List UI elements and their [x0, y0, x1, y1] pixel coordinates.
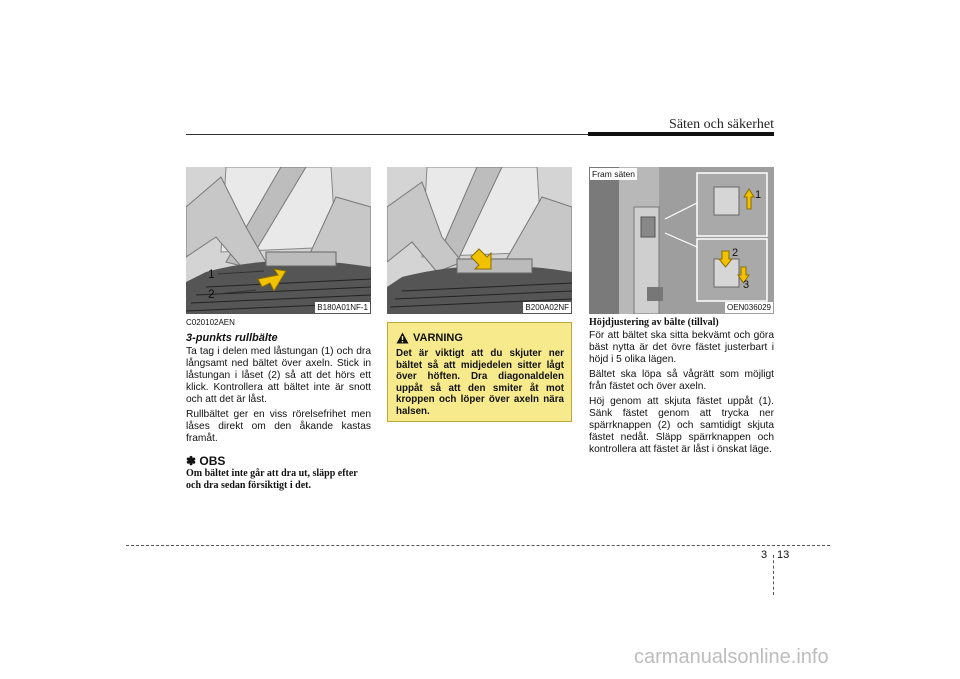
- warning-text: Det är viktigt att du skjuter ner bältet så att midjedelen sitter lågt över höften. Dra diagonaldelen uppåt så att den smiter åt mot kroppen och löper över axeln nära halsen.: [396, 348, 564, 417]
- obs-note: Om bältet inte går att dra ut, släpp efter och dra sedan försiktigt i det.: [186, 468, 358, 491]
- footer-rule: [126, 545, 830, 546]
- image-label-1: 1: [208, 267, 215, 281]
- paragraph: För att bältet ska sitta bekvämt och göra bäst nytta är det övre fästet justerbart i höjd i 5 olika lägen.: [589, 330, 774, 365]
- image-label-2: 2: [208, 287, 215, 301]
- warning-title: VARNING: [413, 332, 463, 344]
- warning-header: [396, 332, 463, 344]
- paragraph: Rullbältet ger en viss rörelsefrihet men låses direkt om den åkande kastas framåt.: [186, 409, 371, 444]
- image-code: OEN036029: [726, 303, 771, 312]
- image-label-2: 2: [732, 247, 739, 259]
- image-label-3: 3: [743, 279, 750, 291]
- section-code: C020102AEN: [186, 318, 235, 327]
- seatbelt-fasten-photo: [186, 167, 371, 314]
- obs-heading: ✽ OBS: [186, 454, 226, 468]
- right-column: [589, 317, 774, 459]
- page-number: 13: [777, 549, 790, 561]
- image-code: B200A02NF: [525, 303, 569, 312]
- header-rule-accent: [588, 132, 774, 136]
- section-heading: 3-punkts rullbälte: [186, 332, 278, 344]
- watermark: carmanualsonline.info: [634, 646, 829, 668]
- left-column: [186, 317, 371, 492]
- seatbelt-adjust-photo: [387, 167, 572, 314]
- belt-height-photo: [589, 167, 774, 314]
- image-label-1: 1: [755, 189, 762, 201]
- footer-vertical-rule: [773, 555, 774, 595]
- paragraph: Bältet ska löpa så vågrätt som möjligt från fästet och över axeln.: [589, 369, 774, 392]
- paragraph: Höj genom att skjuta fästet uppåt (1). Sänk fästet genom att trycka ner spärrknappen (2) och samtidigt skjuta fästet nedåt. Släpp spärrknappen och kontrollera att fästet är låst i önskat läge.: [589, 396, 774, 455]
- warning-triangle-icon: [396, 332, 409, 344]
- image-caption: Fram säten: [592, 169, 635, 179]
- chapter-number: 3: [761, 549, 768, 561]
- warning-box: [387, 322, 572, 422]
- paragraph: Ta tag i delen med låstungan (1) och dra långsamt ned bältet över axeln. Stick in låstungan i låset (2) så att det hörs ett klick. Kontrollera att bältet inte är snott och att det är låst.: [186, 346, 371, 405]
- section-heading: Höjdjustering av bälte (tillval): [589, 317, 719, 328]
- section-title: Säten och säkerhet: [669, 117, 774, 132]
- image-code: B180A01NF-1: [317, 303, 368, 312]
